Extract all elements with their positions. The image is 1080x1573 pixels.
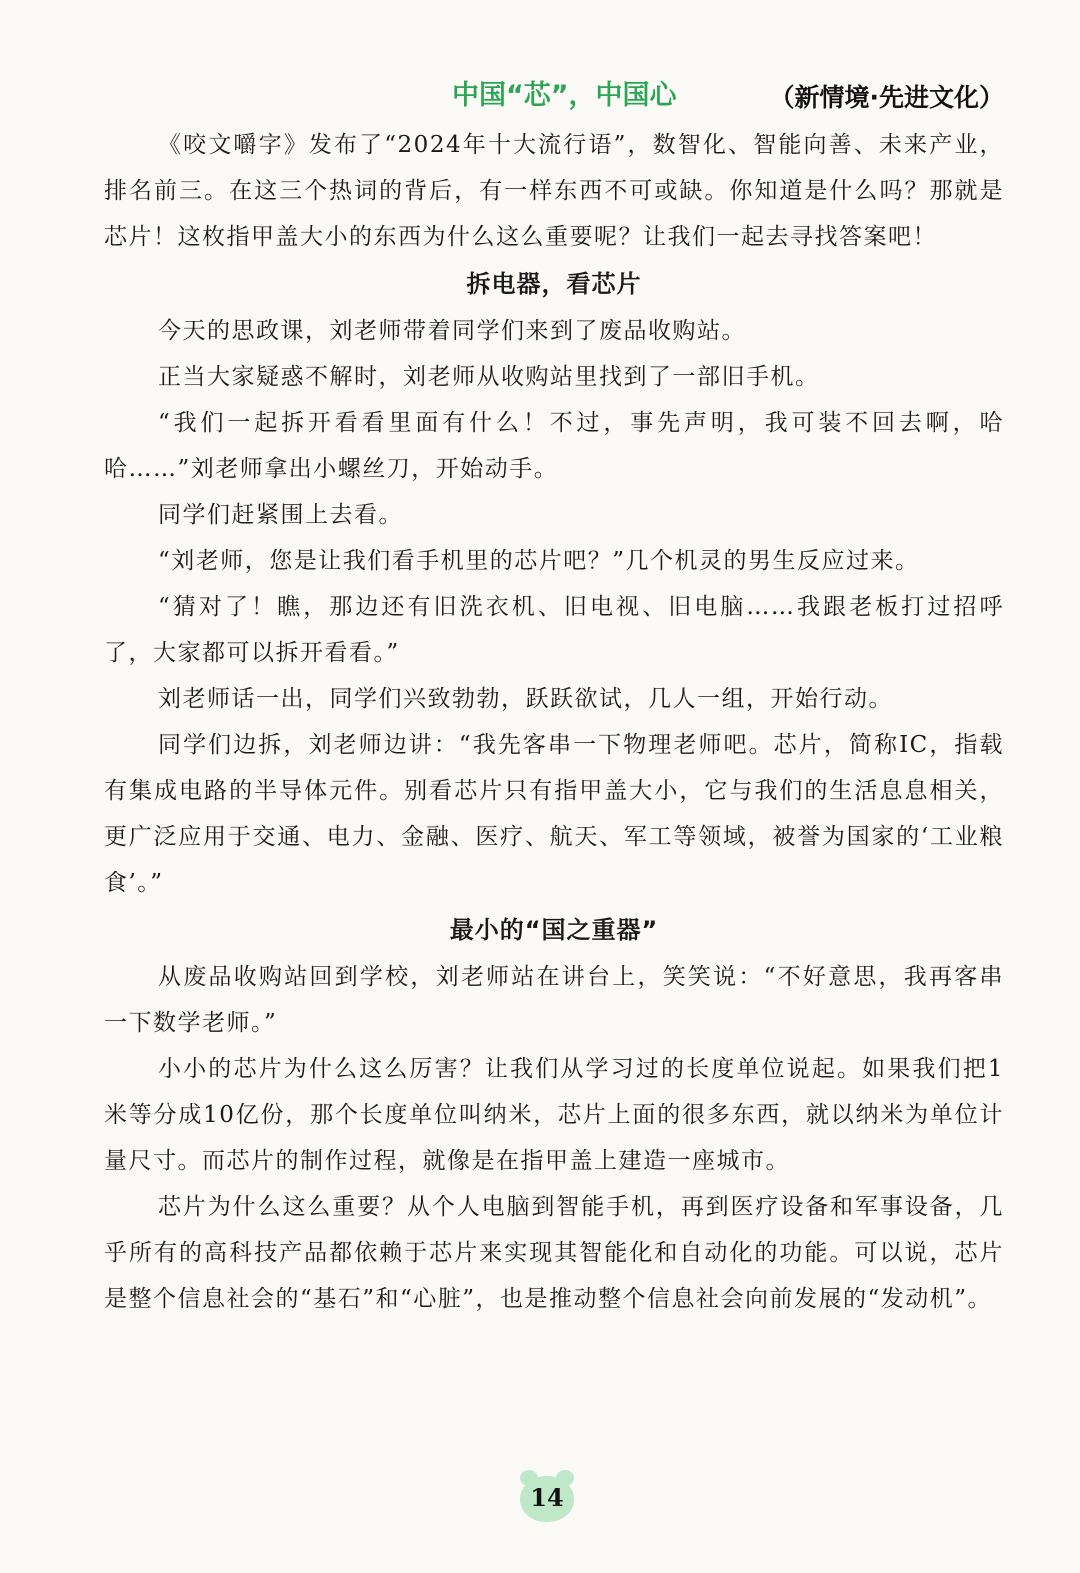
paragraph: 小小的芯片为什么这么厉害？让我们从学习过的长度单位说起。如果我们把1米等分成10亿份，那个长度单位叫纳米，芯片上面的很多东西，就以纳米为单位计量尺寸。而芯片的制作过程，就像是在指甲盖上建造一座城市。 [104,1056,1004,1174]
page-number: 14 [530,1483,564,1512]
page-number-badge [514,1468,580,1524]
paragraph: 刘老师话一出，同学们兴致勃勃，跃跃欲试，几人一组，开始行动。 [158,686,893,712]
series-label: （新情境·先进文化） [769,83,1004,112]
paragraph: “刘老师，您是让我们看手机里的芯片吧？”几个机灵的男生反应过来。 [158,548,920,574]
paragraph: 今天的思政课，刘老师带着同学们来到了废品收购站。 [158,318,746,344]
section-heading-1: 拆电器，看芯片 [466,270,642,298]
chapter-title: 中国“芯”，中国心 [452,80,677,111]
article-body [104,122,1004,1322]
intro-paragraph: 《咬文嚼字》发布了“2024年十大流行语”，数智化、智能向善、未来产业，排名前三。在这三个热词的背后，有一样东西不可或缺。你知道是什么吗？那就是芯片！这枚指甲盖大小的东西为什么这么重要呢？让我们一起去寻找答案吧！ [104,132,1004,250]
paragraph: “我们一起拆开看看里面有什么！不过，事先声明，我可装不回去啊，哈哈……”刘老师拿出小螺丝刀，开始动手。 [104,410,1004,482]
paragraph: 从废品收购站回到学校，刘老师站在讲台上，笑笑说：“不好意思，我再客串一下数学老师。” [104,964,1004,1036]
paragraph: 芯片为什么这么重要？从个人电脑到智能手机，再到医疗设备和军事设备，几乎所有的高科技产品都依赖于芯片来实现其智能化和自动化的功能。可以说，芯片是整个信息社会的“基石”和“心脏”，也是推动整个信息社会向前发展的“发动机”。 [104,1194,1004,1312]
paragraph: 同学们边拆，刘老师边讲：“我先客串一下物理老师吧。芯片，简称IC，指载有集成电路的半导体元件。别看芯片只有指甲盖大小，它与我们的生活息息相关，更广泛应用于交通、电力、金融、医疗、航天、军工等领域，被誉为国家的‘工业粮食’。” [104,732,1004,896]
section-heading-2: 最小的“国之重器” [449,916,659,944]
paragraph: 正当大家疑惑不解时，刘老师从收购站里找到了一部旧手机。 [158,364,820,390]
paragraph: 同学们赶紧围上去看。 [158,502,403,528]
page-header [0,78,1080,118]
paragraph: “猜对了！瞧，那边还有旧洗衣机、旧电视、旧电脑……我跟老板打过招呼了，大家都可以拆开看看。” [104,594,1004,666]
